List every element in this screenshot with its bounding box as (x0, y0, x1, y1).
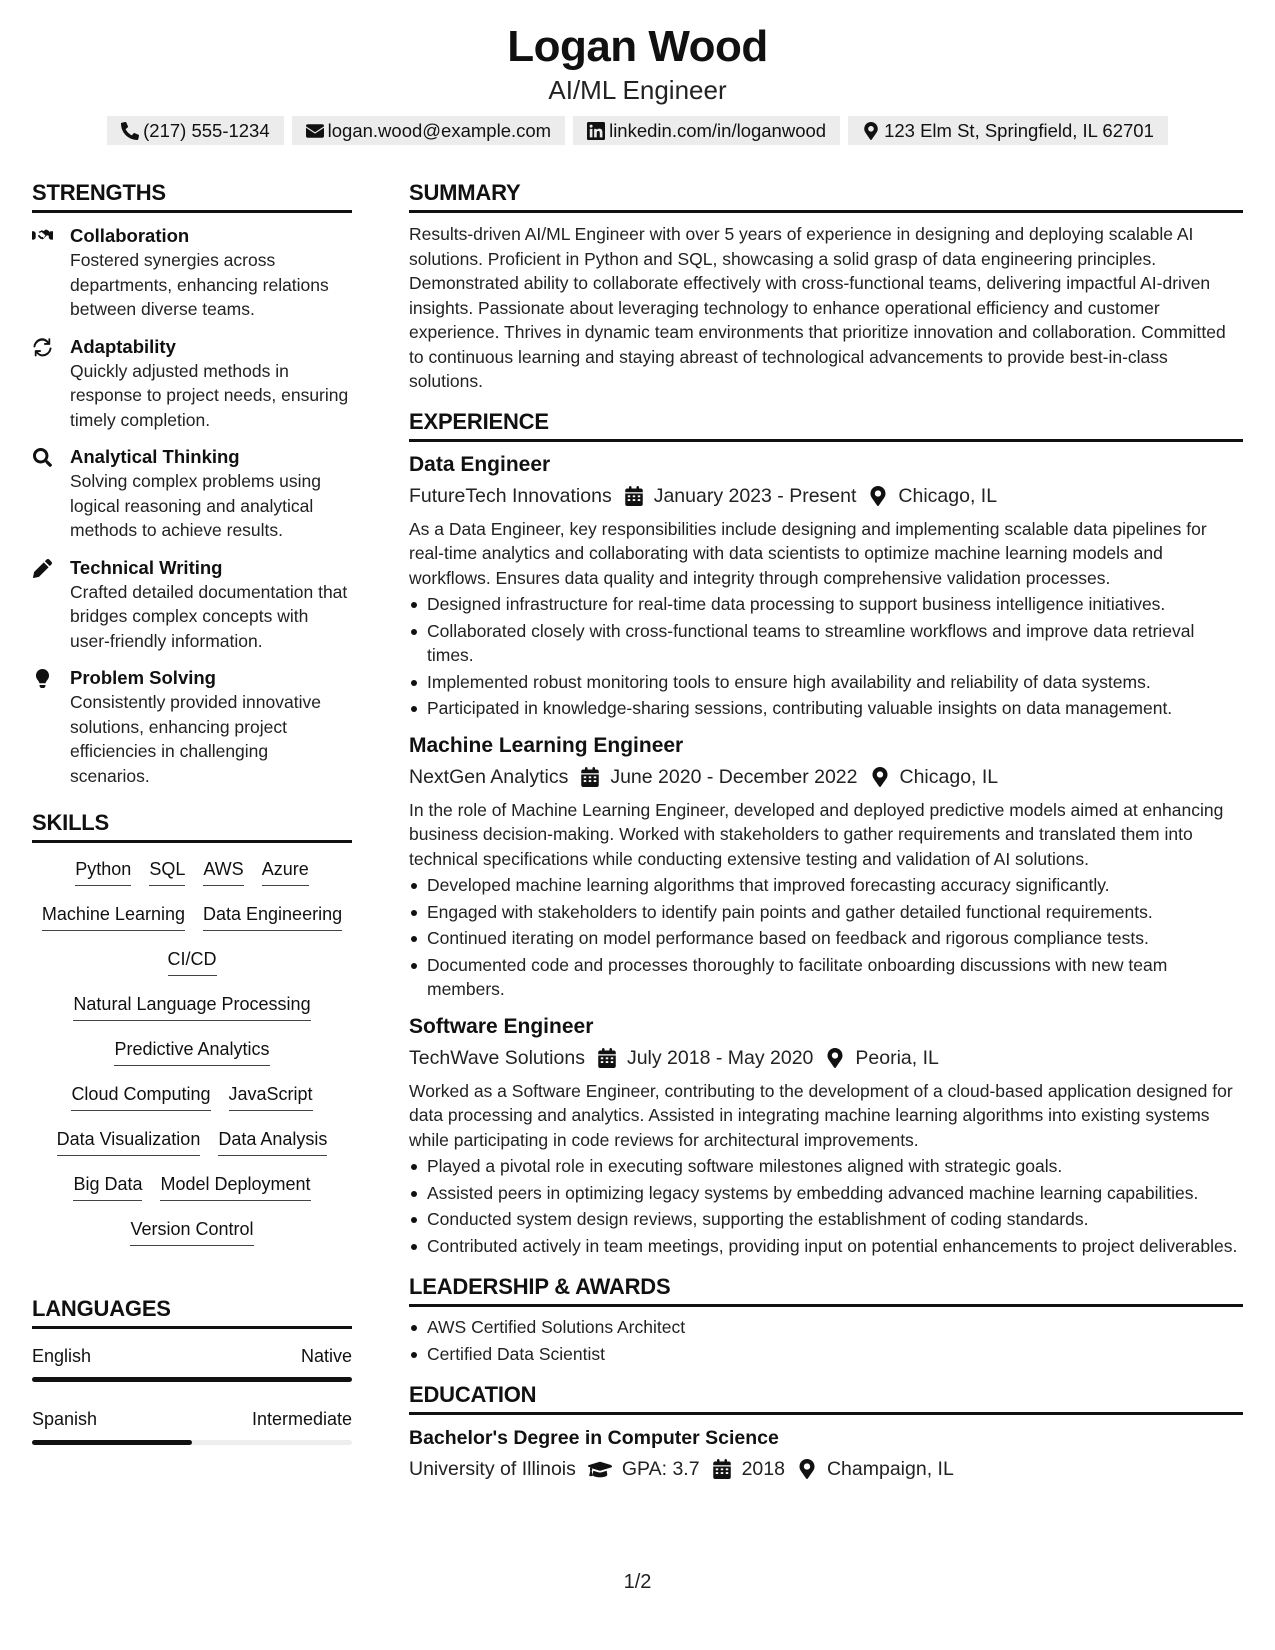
contact-address[interactable] (848, 116, 1168, 145)
strength-desc: Consistently provided innovative solutions, enhancing project efficiencies in challenging scenarios. (70, 692, 321, 786)
job-title: Data Engineer (409, 452, 551, 476)
language-level: Native (300, 1346, 352, 1366)
contact-email-text: logan.wood@example.com (327, 119, 552, 141)
candidate-title: AI/ML Engineer (548, 75, 727, 105)
strength-item (32, 444, 352, 543)
skill-tag: Data Visualization (57, 1125, 201, 1156)
map-pin-icon (797, 1459, 817, 1479)
list-item: Continued iterating on model performance based on feedback and rigorous compliance tests. (409, 926, 1243, 951)
strength-desc: Quickly adjusted methods in response to project needs, ensuring timely completion. (70, 360, 349, 430)
job-description: In the role of Machine Learning Engineer, developed and deployed predictive models aimed at enhancing business decision-making. Worked with stakeholders to gather requirements and translated them into technical specifications while conducting extensive testing and validation of AI solutions. (409, 799, 1224, 869)
languages-heading: LANGUAGES (32, 1294, 352, 1329)
list-item: Conducted system design reviews, supporting the establishment of coding standards. (409, 1207, 1243, 1232)
contact-address-text: 123 Elm St, Springfield, IL 62701 (884, 119, 1154, 141)
pencil-icon (32, 559, 53, 578)
list-item: AWS Certified Solutions Architect (409, 1315, 1243, 1340)
lightbulb-icon (32, 669, 53, 688)
strength-desc: Solving complex problems using logical reasoning and analytical methods to achieve results. (70, 471, 321, 540)
degree-title: Bachelor's Degree in Computer Science (409, 1427, 779, 1449)
language-name: English (32, 1346, 92, 1366)
job-entry (409, 450, 1243, 721)
awards-list (409, 1315, 1243, 1366)
language-proficiency-fill (32, 1377, 352, 1382)
job-meta (409, 762, 1243, 792)
awards-heading: LEADERSHIP & AWARDS (409, 1272, 1243, 1307)
job-company: NextGen Analytics (409, 765, 569, 788)
skill-tag: Azure (262, 855, 309, 886)
school-location: Champaign, IL (826, 1458, 954, 1480)
skill-tag: CI/CD (168, 945, 217, 976)
skill-tag: Machine Learning (42, 900, 185, 931)
job-title: Software Engineer (409, 1014, 594, 1038)
strength-name: Problem Solving (70, 667, 216, 688)
language-proficiency-fill (32, 1440, 192, 1445)
search-icon (32, 448, 53, 467)
graduation-year: 2018 (741, 1458, 785, 1480)
strength-name: Adaptability (70, 335, 176, 357)
map-pin-icon (862, 122, 880, 140)
education-entry (409, 1423, 1243, 1484)
job-company: TechWave Solutions (409, 1046, 585, 1069)
map-pin-icon (868, 486, 888, 506)
job-dates: June 2020 - December 2022 (610, 765, 858, 788)
calendar-icon (580, 767, 600, 787)
strength-desc: Fostered synergies across departments, enhancing relations between diverse teams. (70, 250, 329, 319)
contact-email[interactable] (292, 116, 565, 145)
job-meta (409, 481, 1243, 511)
summary-text: Results-driven AI/ML Engineer with over 5 years of experience in designing and deploying scalable AI solutions. Proficient in Python and SQL, showcasing a solid grasp of data engineering principles. Demonstrated ability to collaborate effectively with cross-functional teams, delivering impactful AI-driven insights. Passionate about leveraging technology to enhance operational efficiency and customer experience. Thrives in dynamic team environments that prioritize innovation and collaboration. Committed to continuous learning and staying abreast of technological advancements to provide best-in-class solutions. (409, 224, 1226, 391)
strength-name: Technical Writing (70, 556, 223, 578)
job-location: Peoria, IL (855, 1046, 939, 1069)
phone-icon (121, 122, 139, 140)
map-pin-icon (825, 1048, 845, 1068)
education-heading: EDUCATION (409, 1380, 1243, 1415)
language-proficiency-bar (32, 1440, 352, 1445)
list-item: Assisted peers in optimizing legacy systems by embedding advanced machine learning capabilities. (409, 1181, 1243, 1206)
strength-item (32, 334, 352, 433)
language-name: Spanish (32, 1409, 98, 1429)
page-number: 1/2 (623, 1571, 652, 1593)
contact-bar (0, 116, 1275, 145)
job-description: As a Data Engineer, key responsibilities include designing and implementing scalable data pipelines for real-time analytics and collaborating with data scientists to optimize machine learning models and workflows. Ensures data quality and integrity through comprehensive validation processes. (409, 518, 1207, 588)
strengths-heading: STRENGTHS (32, 178, 352, 213)
skill-tag: Predictive Analytics (114, 1035, 269, 1066)
list-item: Documented code and processes thoroughly to facilitate onboarding discussions with new team members. (409, 953, 1243, 1002)
job-entry (409, 1012, 1243, 1259)
job-dates: July 2018 - May 2020 (626, 1046, 814, 1069)
contact-linkedin-text: linkedin.com/in/loganwood (609, 119, 827, 141)
skill-tag: SQL (149, 855, 185, 886)
contact-phone[interactable] (107, 116, 284, 145)
list-item: Implemented robust monitoring tools to ensure high availability and reliability of data systems. (409, 670, 1243, 695)
job-meta (409, 1043, 1243, 1073)
strengths-list (32, 223, 352, 788)
job-bullets (409, 592, 1243, 721)
skill-tag: Cloud Computing (71, 1080, 210, 1111)
job-entry (409, 731, 1243, 1002)
skill-tag: Python (75, 855, 131, 886)
linkedin-icon (587, 122, 605, 140)
education-meta (409, 1454, 1243, 1484)
skills-heading: SKILLS (32, 808, 352, 843)
skill-tag: Version Control (130, 1215, 253, 1246)
contact-linkedin[interactable] (573, 116, 840, 145)
languages-list (32, 1343, 352, 1445)
strength-item (32, 555, 352, 654)
candidate-name: Logan Wood (507, 22, 768, 71)
skill-tag: Data Analysis (218, 1125, 327, 1156)
right-column (409, 178, 1243, 1484)
list-item: Participated in knowledge-sharing sessions, contributing valuable insights on data management. (409, 696, 1243, 721)
job-location: Chicago, IL (899, 765, 999, 788)
job-bullets (409, 873, 1243, 1002)
resume-header (0, 22, 1275, 145)
language-level: Intermediate (251, 1409, 352, 1429)
sync-icon (32, 338, 53, 357)
experience-heading: EXPERIENCE (409, 407, 1243, 442)
envelope-icon (306, 122, 324, 140)
skill-tag: Natural Language Processing (73, 990, 310, 1021)
graduation-cap-icon (588, 1459, 612, 1479)
map-pin-icon (870, 767, 890, 787)
calendar-icon (624, 486, 644, 506)
list-item: Contributed actively in team meetings, providing input on potential enhancements to project deliverables. (409, 1234, 1243, 1259)
list-item: Collaborated closely with cross-functional teams to streamline workflows and improve data retrieval times. (409, 619, 1243, 668)
school-name: University of Illinois (409, 1458, 576, 1480)
list-item: Engaged with stakeholders to identify pain points and gather detailed functional requirements. (409, 900, 1243, 925)
job-description: Worked as a Software Engineer, contributing to the development of a cloud-based application designed for data processing and analytics. Assisted in integrating machine learning algorithms into existing systems while participating in code reviews for architectural improvements. (409, 1080, 1233, 1150)
list-item: Developed machine learning algorithms that improved forecasting accuracy significantly. (409, 873, 1243, 898)
calendar-icon (712, 1459, 732, 1479)
calendar-icon (597, 1048, 617, 1068)
job-title: Machine Learning Engineer (409, 733, 684, 757)
job-bullets (409, 1154, 1243, 1258)
handshake-icon (32, 227, 53, 246)
skill-tag: Big Data (73, 1170, 142, 1201)
skill-tag: Model Deployment (160, 1170, 310, 1201)
list-item: Certified Data Scientist (409, 1342, 1243, 1367)
language-item (32, 1406, 352, 1445)
language-proficiency-bar (32, 1377, 352, 1382)
skill-tag: AWS (203, 855, 243, 886)
gpa: GPA: 3.7 (621, 1458, 700, 1480)
strength-name: Analytical Thinking (70, 446, 240, 467)
left-column (32, 178, 352, 1469)
skill-tag: JavaScript (229, 1080, 313, 1111)
job-dates: January 2023 - Present (653, 484, 857, 507)
job-company: FutureTech Innovations (409, 484, 612, 507)
strength-item (32, 223, 352, 322)
strength-name: Collaboration (70, 225, 190, 246)
strength-item (32, 665, 352, 788)
skills-list (32, 843, 352, 1252)
list-item: Played a pivotal role in executing software milestones aligned with strategic goals. (409, 1154, 1243, 1179)
contact-phone-text: (217) 555-1234 (143, 119, 270, 141)
language-item (32, 1343, 352, 1382)
strength-desc: Crafted detailed documentation that bridges complex concepts with user-friendly information. (70, 581, 348, 651)
job-location: Chicago, IL (898, 484, 998, 507)
skill-tag: Data Engineering (203, 900, 342, 931)
list-item: Designed infrastructure for real-time data processing to support business intelligence initiatives. (409, 592, 1243, 617)
summary-heading: SUMMARY (409, 178, 1243, 213)
